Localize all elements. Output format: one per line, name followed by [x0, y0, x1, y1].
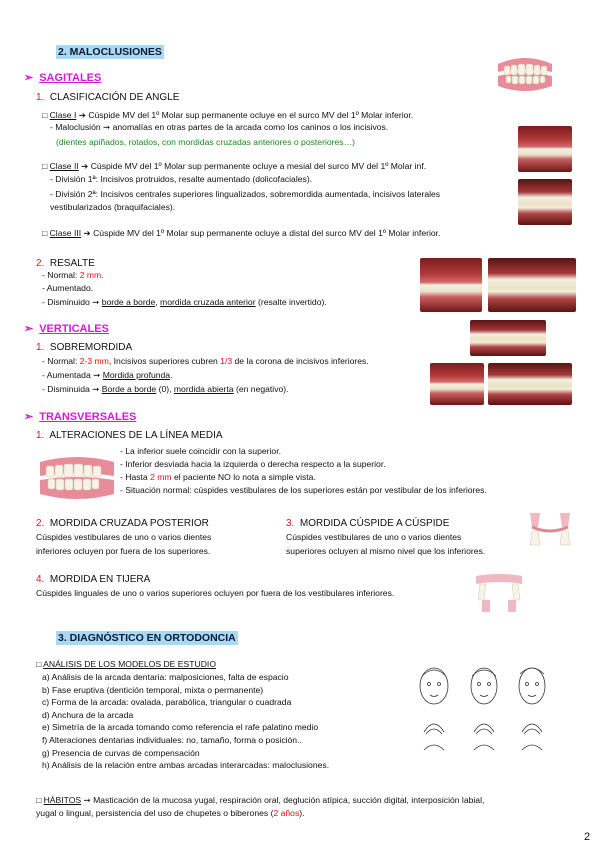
- habitos-line1: □ HÁBITOS ➞ Masticación de la mucosa yugal, respiración oral, deglución atípica, succión digital, interposición labial,: [36, 795, 485, 805]
- section-transversales: ➢ TRANSVERSALES: [24, 411, 137, 423]
- cuspide-l2: superiores ocluyen al mismo nivel que los inferiores.: [286, 546, 486, 556]
- clase-i-line3: (dientes apiñados, rotados, con mordidas cruzadas anteriores o posteriores…): [56, 137, 356, 147]
- list-item: f) Alteraciones dentarias individuales: no, tamaño, forma o posición..: [42, 734, 302, 745]
- denture-model-image: [494, 50, 556, 98]
- cuspide-diagram-image: [526, 505, 574, 555]
- resalte-photo-1: [420, 258, 482, 312]
- clase-iii-line: □ Clase III ➔ Cúspide MV del 1º Molar sup permanente ocluye a distal del surco MV del 1º Molar inferior.: [42, 228, 441, 238]
- clase-i-photo: [518, 126, 572, 172]
- section-verticales: ➢ VERTICALES: [24, 323, 109, 335]
- sobremordida-photo-2: [430, 363, 484, 405]
- linea-media-l3: - Hasta 2 mm el paciente NO lo nota a simple vista.: [120, 472, 316, 482]
- tijera-diagram-image: [472, 570, 526, 620]
- list-item: d) Anchura de la arcada: [42, 709, 134, 720]
- clase-ii-div1: - División 1ª: Incisivos protruidos, resalte aumentado (dolicofaciales).: [50, 174, 313, 184]
- clase-ii-photo: [518, 179, 572, 225]
- subheading-mordida-tijera: 4. MORDIDA EN TIJERA: [36, 574, 151, 585]
- sobremordida-normal: - Normal: 2-3 mm, Incisivos superiores cubren 1/3 de la corona de incisivos inferiores.: [42, 356, 369, 366]
- subheading-clasificacion: 1. CLASIFICACIÓN DE ANGLE: [36, 92, 180, 103]
- resalte-disminuido: - Disminuido ➞ borde a borde, mordida cruzada anterior (resalte invertido).: [42, 297, 327, 307]
- list-item: a) Análisis de la arcada dentaria: malposiciones, falta de espacio: [42, 672, 289, 682]
- page-number: 2: [584, 831, 591, 843]
- subheading-resalte: 2. RESALTE: [36, 258, 95, 269]
- clase-ii-div2: - División 2ª: Incisivos centrales superiores lingualizados, sobremordida aumentada, incisivos laterales: [50, 189, 441, 199]
- list-item: g) Presencia de curvas de compensación: [42, 747, 200, 758]
- faces-and-arches-illustration: [412, 662, 562, 758]
- resalte-normal: - Normal: 2 mm.: [42, 270, 104, 280]
- clase-i-line: □ Clase I ➔ Cúspide MV del 1º Molar sup permanente ocluye en el surco MV del 1º Molar inferior.: [42, 110, 414, 120]
- section-sagitales: ➢ SAGITALES: [24, 72, 102, 84]
- analisis-modelos-title: □ ANÁLISIS DE LOS MODELOS DE ESTUDIO: [36, 659, 216, 669]
- subheading-sobremordida: 1. SOBREMORDIDA: [36, 342, 133, 353]
- analisis-list: [42, 672, 329, 773]
- habitos-line2: yugal o lingual, persistencia del uso de chupetes o biberones (2 años).: [36, 808, 305, 818]
- clase-ii-div2-cont: vestibularizados (braquifaciales).: [50, 202, 176, 212]
- linea-media-denture-image: [38, 452, 116, 504]
- list-item: h) Análisis de la relación entre ambas arcadas interarcadas: maloclusiones.: [42, 760, 330, 771]
- tijera-l1: Cúspides linguales de uno o varios superiores ocluyen por fuera de los vestibulares inferiores.: [36, 588, 395, 598]
- cruzada-posterior-l1: Cúspides vestibulares de uno o varios dientes: [36, 532, 212, 542]
- linea-media-l1: - La inferior suele coincidir con la superior.: [120, 446, 281, 456]
- resalte-photo-2: [488, 258, 576, 312]
- section-heading-diagnostico: 3. DIAGNÓSTICO EN ORTODONCIA: [58, 632, 236, 644]
- list-item: c) Forma de la arcada: ovalada, parabólica, triangular o cuadrada: [42, 697, 292, 708]
- list-item: e) Simetría de la arcada tomando como referencia el rafe palatino medio: [42, 722, 319, 733]
- sobremordida-disminuida: - Disminuida ➞ Borde a borde (0), mordida abierta (en negativo).: [42, 384, 289, 394]
- subheading-cruzada-posterior: 2. MORDIDA CRUZADA POSTERIOR: [36, 518, 209, 529]
- clase-ii-line: □ Clase II ➔ Cúspide MV del 1º Molar sup permanente ocluye a mesial del surco MV del 1º Molar inf.: [42, 161, 427, 171]
- sobremordida-aumentada: - Aumentada ➞ Mordida profunda.: [42, 370, 173, 380]
- cuspide-l1: Cúspides vestibulares de uno o varios dientes: [286, 532, 462, 542]
- resalte-aumentado: - Aumentado.: [42, 283, 94, 293]
- list-item: b) Fase eruptiva (dentición temporal, mixta o permanente): [42, 684, 264, 695]
- arrow-bullet-icon: ➢: [24, 323, 34, 335]
- linea-media-l4: - Situación normal: cúspides vestibulares de los superiores están por vestibular de los inferiores.: [120, 485, 487, 495]
- linea-media-l2: - Inferior desviada hacia la izquierda o derecha respecto a la superior.: [120, 459, 386, 469]
- subheading-linea-media: 1. ALTERACIONES DE LA LÍNEA MEDIA: [36, 430, 223, 441]
- sobremordida-photo-3: [488, 363, 572, 405]
- clase-i-line2: - Maloclusión ➞ anomalías en otras partes de la arcada como los caninos o los incisivos.: [50, 122, 389, 132]
- section-heading-maloclusiones: 2. MALOCLUSIONES: [58, 46, 162, 58]
- sobremordida-photo-1: [470, 320, 546, 356]
- subheading-cuspide-a-cuspide: 3. MORDIDA CÚSPIDE A CÚSPIDE: [286, 518, 450, 529]
- arrow-bullet-icon: ➢: [24, 411, 34, 423]
- cruzada-posterior-l2: inferiores ocluyen por fuera de los superiores.: [36, 546, 211, 556]
- arrow-bullet-icon: ➢: [24, 72, 34, 84]
